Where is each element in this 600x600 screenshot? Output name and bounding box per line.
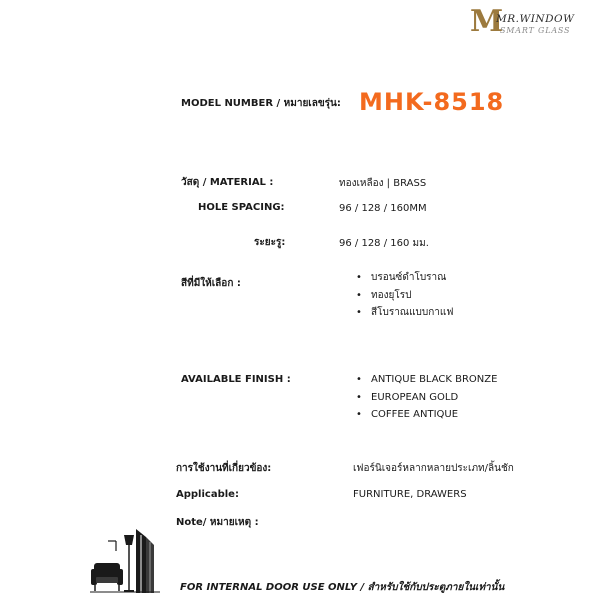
bullet-icon: • (356, 272, 362, 283)
usage-th-value: เฟอร์นิเจอร์หลากหลายประเภท/ลิ้นชัก (353, 463, 514, 474)
hole-spacing-label: HOLE SPACING: (198, 202, 285, 213)
bullet-icon: • (356, 307, 362, 318)
bullet-icon: • (356, 391, 362, 403)
logo-brand-name: MR.WINDOW (496, 13, 575, 25)
list-item: • ทองยุโรป (356, 287, 453, 305)
note-label: Note/ หมายเหตุ : (176, 517, 259, 528)
finish-label: AVAILABLE FINISH : (181, 374, 291, 385)
internal-use-notice: FOR INTERNAL DOOR USE ONLY / สำหรับใช้กับประตูภายในเท่านั้น (180, 582, 505, 593)
applicable-value: FURNITURE, DRAWERS (353, 489, 467, 500)
colors-th-list (356, 269, 453, 322)
logo-tagline: SMART GLASS (500, 26, 571, 35)
colors-th-label: สีที่มีให้เลือก : (181, 278, 241, 289)
armchair-lamp-icon (90, 527, 160, 593)
applicable-label: Applicable: (176, 489, 239, 500)
spacing-th-value: 96 / 128 / 160 มม. (339, 238, 429, 249)
list-item: • ANTIQUE BLACK BRONZE (356, 371, 497, 389)
bullet-icon: • (356, 374, 362, 385)
brand-logo (470, 5, 598, 45)
model-number-label: MODEL NUMBER / หมายเลขรุ่น: (181, 98, 341, 109)
spacing-th-label: ระยะรู: (254, 237, 286, 248)
model-number-value: MHK-8518 (359, 88, 505, 116)
list-item: • บรอนซ์ดำโบราณ (356, 269, 453, 287)
material-label: วัสดุ / MATERIAL : (181, 177, 274, 188)
hole-spacing-value: 96 / 128 / 160MM (339, 203, 427, 214)
list-item: • EUROPEAN GOLD (356, 389, 497, 407)
logo-mark: M (470, 4, 504, 39)
list-item: • สีโบราณแบบกาแฟ (356, 304, 453, 322)
bullet-icon: • (356, 289, 362, 301)
list-item: • COFFEE ANTIQUE (356, 406, 497, 424)
usage-th-label: การใช้งานที่เกี่ยวข้อง: (176, 463, 272, 474)
finish-list (356, 371, 497, 424)
material-value: ทองเหลือง | BRASS (339, 178, 427, 189)
bullet-icon: • (356, 409, 362, 420)
